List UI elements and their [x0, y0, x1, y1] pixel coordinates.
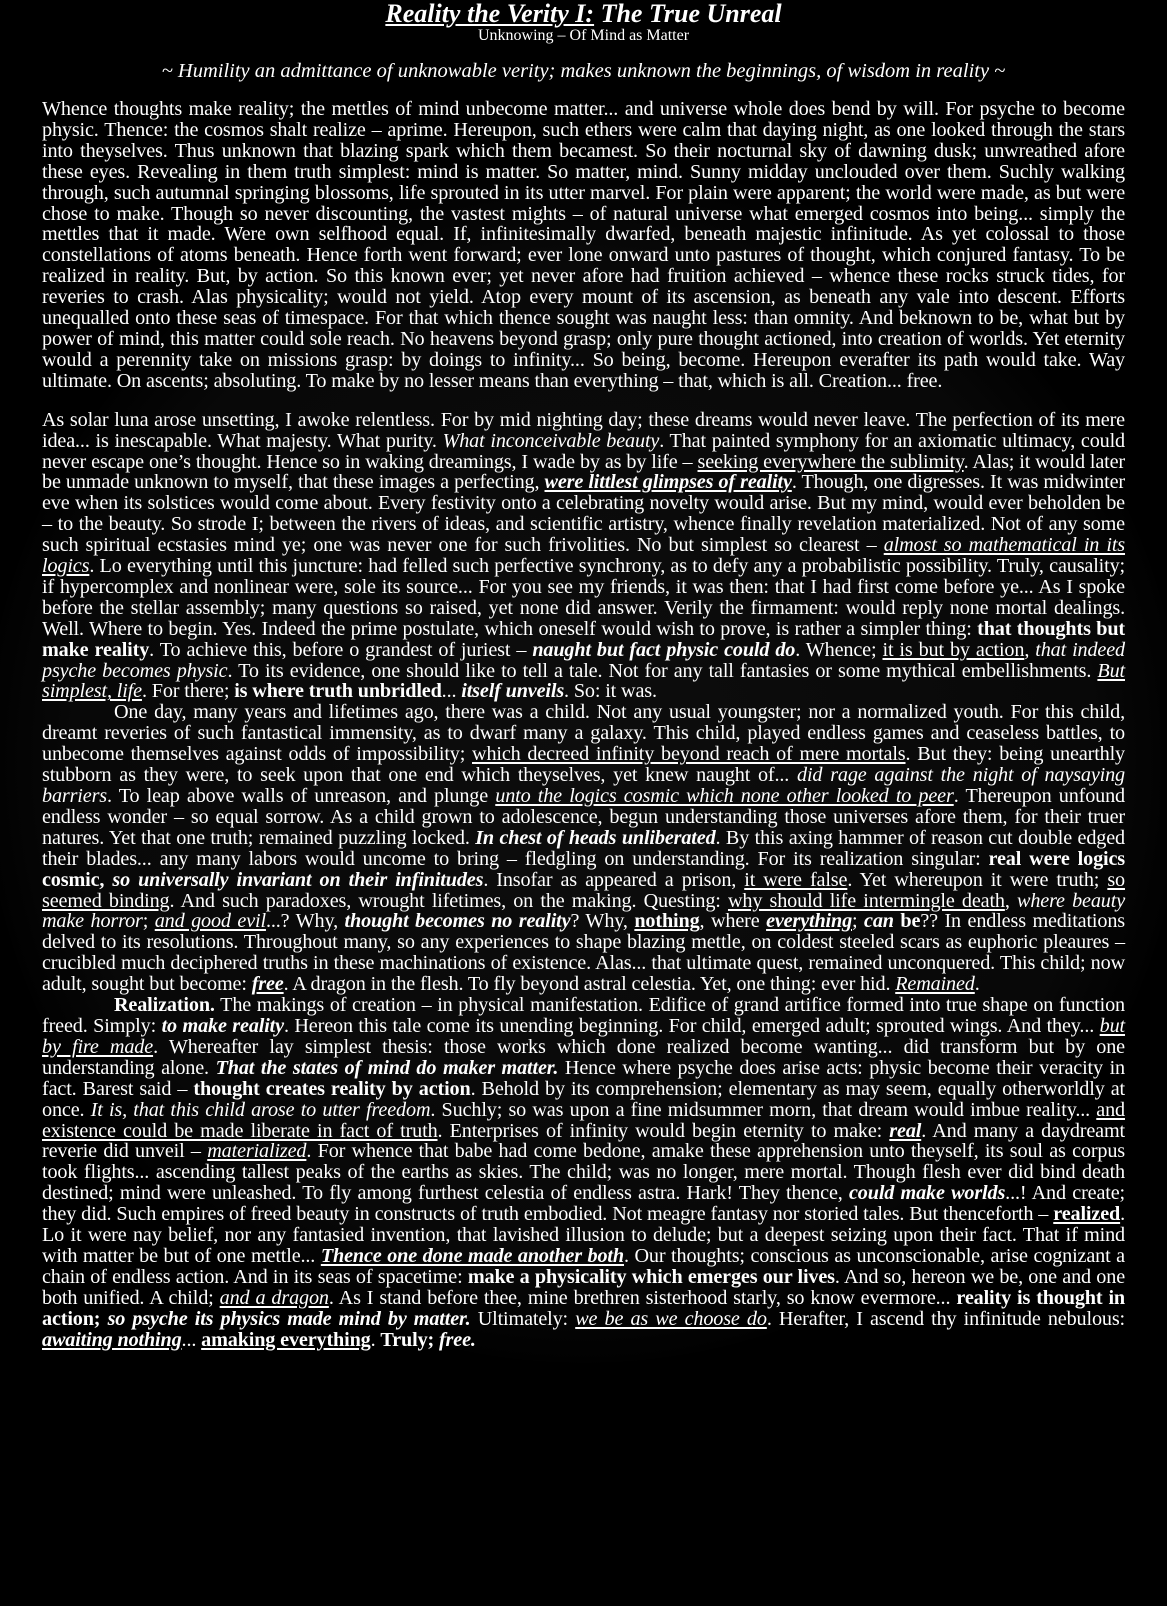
bold-underlined-word: nothing: [634, 910, 700, 933]
emphasis: that indeed psyche becomes physic: [42, 638, 1125, 682]
bold-italic-phrase: could make worlds: [848, 1182, 1006, 1205]
text-run: . To achieve this, before o grandest of juriest –: [149, 638, 533, 661]
bold-italic-underlined-word: real: [889, 1119, 922, 1142]
text-run: ...? Why,: [265, 910, 345, 933]
bold-italic-word: free.: [438, 1328, 476, 1351]
italic-underlined-phrase: but by fire made: [42, 1014, 1126, 1058]
text-run: ...! And create; they did. Such empires of freed beauty in constructs of truth embodied. Not meagre fantasy nor storied tales. But thenceforth –: [42, 1182, 1125, 1226]
bold-phrase: is where truth unbridled: [234, 680, 442, 703]
bold-phrase: Realization.: [114, 994, 215, 1017]
text-run: ;: [142, 910, 155, 933]
bold-italic-underlined-phrase: awaiting nothing: [42, 1328, 182, 1351]
italic-underlined-phrase: But simplest, life: [42, 659, 1125, 703]
italic-underlined-phrase: and a dragon: [219, 1286, 329, 1309]
bold-italic-phrase: thought becomes no reality: [344, 910, 571, 933]
epigraph: ~ Humility an admittance of unknowable verity; makes unknown the beginnings, of wisdom in reality ~: [161, 60, 1006, 82]
text-run: . And many a daydreamt reverie did unveil –: [42, 1119, 1125, 1163]
bold-italic-phrase: so universally invariant on their infinitudes: [112, 868, 484, 891]
underlined-phrase: so seemed binding: [42, 868, 1125, 912]
underlined-phrase: it were false: [744, 868, 848, 891]
emphasis: What inconceivable beauty: [442, 429, 660, 452]
text-run: The makings of creation – in physical manifestation. Edifice of grand artifice formed into true shape on function freed. Simply:: [42, 994, 1125, 1037]
text-run: . To leap above walls of unreason, and plunge: [106, 785, 496, 807]
text-run: ...: [441, 680, 462, 703]
bold-italic-underlined-phrase: Thence one done made another both: [320, 1244, 624, 1267]
underlined-phrase: why should life intermingle death: [727, 889, 1005, 912]
text-run: . By this axing hammer of reason cut double edged their blades... any many labors would uncome to bring – fledgling on understanding. For its realization singular:: [42, 826, 1125, 870]
text-run: ?? In endless meditations delved to its resolutions. Throughout many, so any experiences to shape blazing mettle, on coldest steeled scars as euphoric pleaures – crucibled much deciphered truths in these machinations of existence. Alas... that ultimate quest, remained unconquered. This child; now adult, sought but become:: [42, 910, 1125, 996]
bold-word: be: [893, 910, 921, 933]
text-run: . Behold by its comprehension; elementary as may seem, equally otherworldly at once.: [42, 1077, 1125, 1121]
text-run: . Alas; it would later be unmade unknown to myself, that these images a perfecting,: [42, 450, 1126, 494]
bold-phrase: make a physicality which emerges our lives: [467, 1265, 835, 1288]
bold-italic-phrase: itself unveils: [461, 680, 565, 703]
bold-italic-underlined-word: everything: [766, 910, 853, 933]
italic-underlined-word: materialized: [207, 1140, 307, 1163]
text-run: . Hereon this tale come its unending beginning. For child, emerged adult; sprouted wings. And they...: [283, 1014, 1100, 1037]
bold-underlined-word: realized: [1053, 1203, 1121, 1226]
text-run: . Lo everything until this juncture: had felled such perfective synchrony, as to defy any a probabilistic possibility. Truly, causality; if hypercomplex and nonlinear were, sole its source... For you see my friends, it was then: that I had first come before ye... As I spoke before the stellar assembly; many questions so raised, yet none did answer. Verily the firmament: would reply none mortal dealings. Well. Where to begin. Yes. Indeed the prime postulate, which oneself would wish to prove, is rather a simpler thing:: [42, 555, 1125, 640]
bold-phrase: thought creates reality by action: [193, 1077, 471, 1100]
text-run: . Lo it were nay belief, nor any fantasied invention, that lavished illusion to delude; but a deepest seizing upon their fact. That if mind with matter be but of one mettle...: [42, 1203, 1125, 1267]
emphasis: where beauty make horror: [42, 889, 1125, 933]
text-run: One day, many years and lifetimes ago, there was a child. Not any usual youngster; nor a normalized youth. For this child, dreamt reveries of such fantastical immensity, as to dwarf many a galaxy. This child, played endless games and ceaseless battles, to unbecome themselves against odds of impossibility;: [42, 701, 1125, 766]
bold-italic-phrase: That the states of mind do maker matter.: [215, 1056, 559, 1079]
text-run: . Herafter, I ascend thy infinitude nebulous:: [766, 1307, 1126, 1330]
text-run: . As I stand before thee, mine brethren sisterhood starly, so know evermore...: [328, 1286, 957, 1309]
bold-italic-word: can: [864, 910, 894, 933]
text-run: . So: it was.: [564, 680, 657, 703]
text-run: . But they: being unearthly stubborn as they were, to seek upon that one end which theyselves, yet knew naught of...: [42, 743, 1126, 787]
page-subtitle: Unknowing – Of Mind as Matter: [477, 27, 690, 44]
bold-italic-underlined-phrase: were littlest glimpses of reality: [544, 471, 792, 494]
text-run: . Though, one digresses. It was midwinter eve when its solstices would come about. Every festivity onto a celebrating novelty would arise. But my mind, would ever beholden be – to the beauty. So strode I; between the rivers of ideas, and scientific artistry, whence finally revelation materialized. Not of any some such spiritual ecstasies mind ye; one was never one for such frivolities. No but simplest so clearest –: [42, 471, 1125, 557]
text-run: . Enterprises of infinity would begin eternity to make:: [437, 1119, 890, 1142]
text-run: . For there;: [141, 680, 235, 703]
bold-phrase: reality is thought in action;: [42, 1286, 1126, 1330]
text-run: . To its evidence, one should like to tell a tale. Not for any tall fantasies or some mythical embellishments.: [227, 659, 1098, 682]
text-run: . Suchly; so was upon a fine midsummer morn, that dream would imbue reality...: [430, 1098, 1097, 1121]
text-run: As solar luna arose unsetting, I awoke relentless. For by mid nighting day; these dreams would never leave. The perfection of its mere idea... is inescapable. What majesty. What purity.: [42, 408, 1125, 452]
text-run: , where: [699, 910, 767, 933]
page-title: [42, 0, 1125, 27]
title-rest: The True Unreal: [594, 0, 782, 28]
text-run: .: [974, 973, 980, 996]
text-run: ...: [181, 1328, 202, 1351]
text-run: ? Why,: [570, 910, 635, 933]
paragraph-4: [42, 995, 1125, 1350]
paragraph-2: [42, 410, 1125, 703]
bold-italic-phrase: to make reality: [161, 1014, 284, 1037]
body-text: [42, 99, 1125, 1350]
italic-underlined-phrase: we be as we choose do: [575, 1307, 767, 1330]
text-run: . And such paradoxes, wrought lifetimes, on the making. Questing:: [169, 889, 728, 912]
bold-word: Truly;: [380, 1328, 439, 1351]
bold-italic-phrase: so psyche its physics made mind by matter.: [107, 1307, 471, 1330]
text-run: ;: [852, 910, 865, 933]
text-run: ,: [1024, 638, 1036, 661]
paragraph-1: Whence thoughts make reality; the mettles of mind unbecome matter... and universe whole does bend by will. For psyche to become physic. Thence: the cosmos shalt realize – aprime. Hereupon, such ethers were calm that daying night, as one looked through the stars into theyselves. Thus unknown that blazing spark which them becamest. So their nocturnal sky of dawning dusk; unwreathed afore these eyes. Revealing in them truth simplest: mind is matter. So matter, mind. Sunny midday unclouded over them. Suchly walking through, such autumnal springing blossoms, life sprouted in its utter marvel. For plain were apparent; the world were made, as but were chose to make. Though so never discounting, the vastest mights – of natural universe what emerged cosmos into being... simply the mettles that it made. Were own selfhood equal. If, infinitesimally dwarfed, beneath majestic infinitude. As yet colossal to those constellations of atoms beneath. Hence forth went forward; ever lone onward unto pastures of thought, which conjured fantasy. To be realized in reality. But, by action. So this known ever; yet never afore had fruition achieved – whence these rocks struck tides, for reveries to crash. Alas physicality; would not yield. Atop every mount of its ascension, as beneath any vale into descent. Efforts unequalled onto these seas of timespace. For that which thence sought was naught less: than omnity. And beknown to be, what but by power of mind, this matter could sole reach. No heavens beyond grasp; only pure thought actioned, into creation of worlds. Yet eternity would a perennity take on missions grasp: by doings to infinity... So being, become. Hereupon everafter its path would take. Way ultimate. On ascents; absoluting. To make by no lesser means than everything – that, which is all. Creation... free.: [42, 98, 1125, 392]
title-underlined-part: Reality the Verity I:: [385, 0, 595, 28]
italic-underlined-phrase: and good evil: [154, 910, 266, 933]
text-run: . And so, hereon we be, one and one both unified. A child;: [42, 1265, 1125, 1309]
paragraph-3: [42, 702, 1125, 995]
bold-italic-underlined-word: free: [251, 973, 284, 996]
emphasis: did rage against the night of naysaying barriers: [42, 764, 1125, 807]
text-run: . Insofar as appeared a prison,: [483, 868, 745, 891]
underlined-phrase: and existence could be made liberate in fact of truth: [42, 1098, 1125, 1142]
text-run: Ultimately:: [470, 1307, 576, 1330]
text-run: ,: [1004, 889, 1018, 912]
italic-underlined-word: Remained: [895, 973, 975, 996]
bold-phrase: that thoughts but make reality: [42, 617, 1125, 661]
bold-italic-phrase: In chest of heads unliberated: [475, 826, 716, 849]
underlined-phrase: which decreed infinity beyond reach of mere mortals: [472, 743, 906, 766]
emphasis: It is, that this child arose to utter freedom: [90, 1098, 431, 1121]
text-run: . Yet whereupon it were truth;: [847, 868, 1108, 891]
text-run: . For whence that babe had come bedone, amake these apprehension unto theyself, its soul as corpus took flights... ascending tallest peaks of the earths as skies. The child; was no longer, mere mortal. Though flesh ever did bind death destined; mind were unleashed. To fly among furthest celestia of endless astra. Hark! They thence,: [42, 1140, 1125, 1205]
text-run: Hence where psyche does arise acts: physic become their veracity in fact. Barest said –: [42, 1056, 1125, 1100]
italic-underlined-phrase: unto the logics cosmic which none other looked to peer: [495, 785, 954, 807]
italic-underlined-phrase: almost so mathematical in its logics: [42, 534, 1126, 578]
text-run: . Whereafter lay simplest thesis: those works which done realized become wanting... did transform but by one understanding alone.: [42, 1035, 1125, 1079]
underlined-phrase: it is but by action: [882, 638, 1025, 661]
text-run: . Thereupon unfound endless wonder – so equal sorrow. As a child grown to adolescence, begun understanding those universes afore them, for their truer natures. Yet that one truth; remained puzzling locked.: [42, 785, 1125, 849]
underlined-phrase: seeking everywhere the sublimity: [697, 450, 964, 473]
text-run: . Whence;: [795, 638, 883, 661]
text-run: .: [370, 1328, 381, 1351]
bold-italic-phrase: naught but fact physic could do: [532, 638, 796, 661]
text-run: . A dragon in the flesh. To fly beyond astral celestia. Yet, one thing: ever hid.: [283, 973, 896, 996]
bold-phrase: real were logics cosmic,: [42, 847, 1125, 891]
text-run: . Our thoughts; conscious as unconscionable, arise cognizant a chain of endless action. And in its seas of spacetime:: [42, 1244, 1125, 1288]
text-run: . That painted symphony for an axiomatic ultimacy, could never escape one’s thought. Hence so in waking dreamings, I wade by as by life –: [42, 429, 1125, 473]
bold-underlined-phrase: amaking everything: [201, 1328, 371, 1351]
